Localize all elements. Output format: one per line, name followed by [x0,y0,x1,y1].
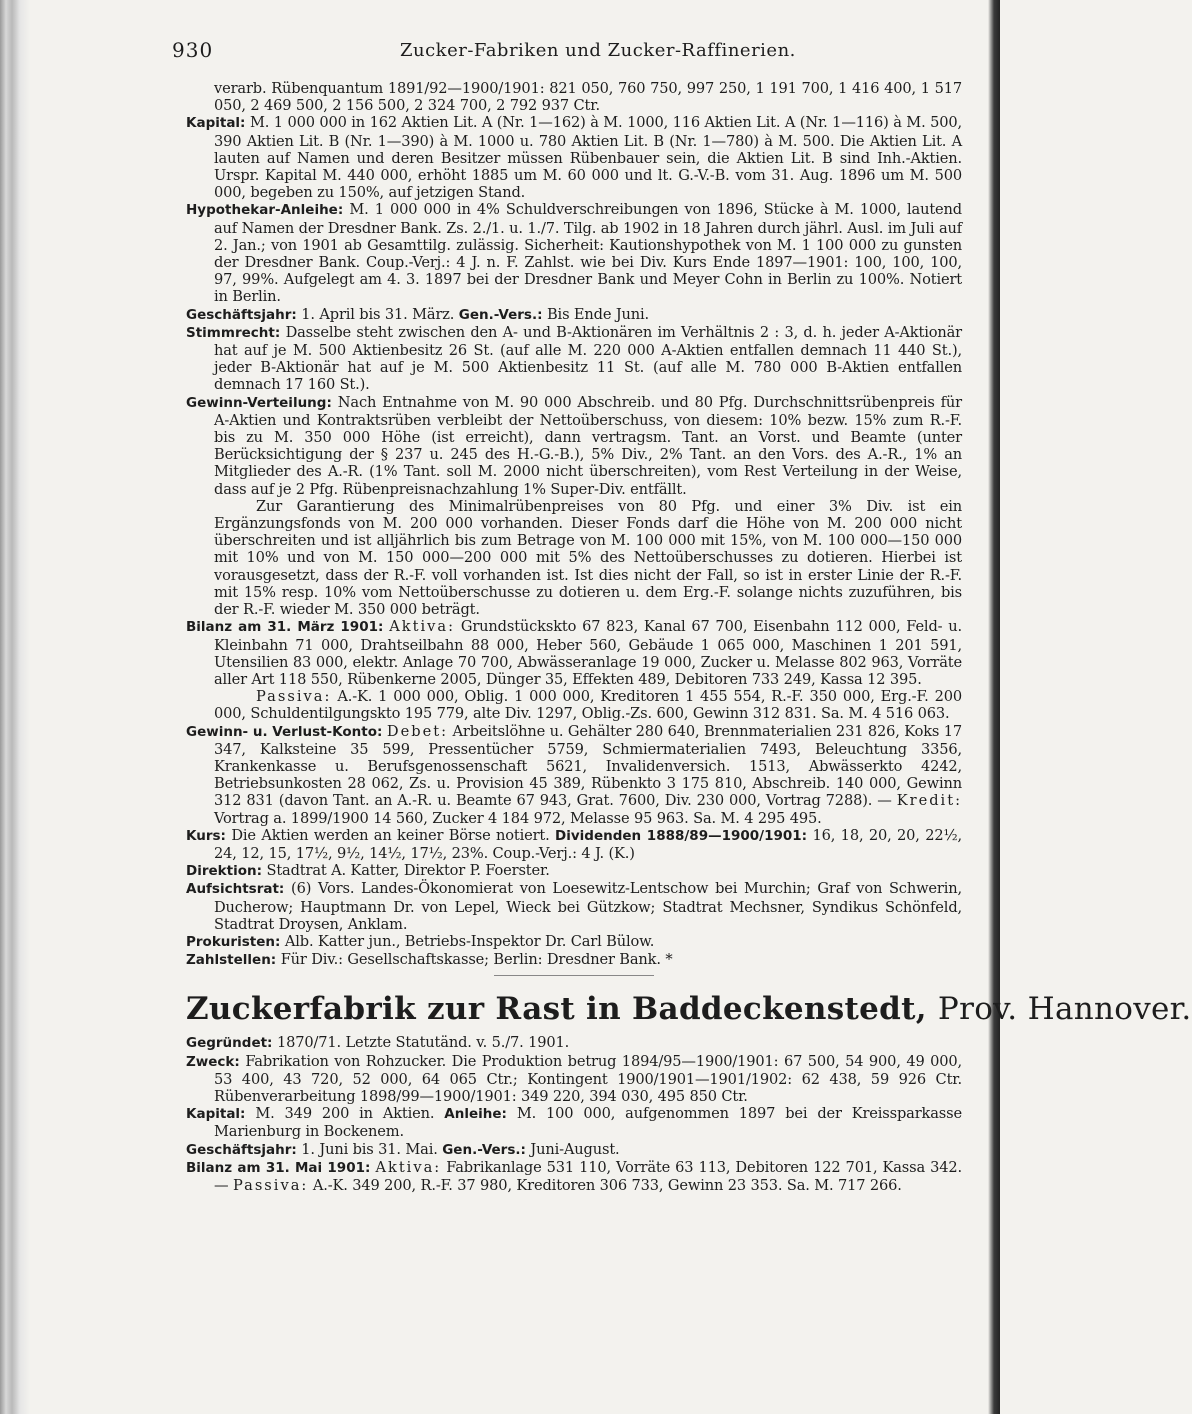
zweck-text: Fabrikation von Rohzucker. Die Produktion betrug 1894/95—1900/1901: 67 500, 54 900, 49 000, 53 400, 43 720, 52 000, 64 065 Ctr.; Kontingent 1900/1901—1901/1902: 62 438, 59 926 Ctr. Rübenverarbeitung 1898/99—1900/1901: 349 220, 394 030, 495 850 Ctr. [214,1052,962,1105]
zahlstellen-entry [186,951,962,969]
kurs-entry [186,827,962,862]
page-body [186,80,1192,1194]
prokuristen-text: Alb. Katter jun., Betriebs-Inspektor Dr. Carl Bülow. [284,932,655,950]
bilanz2-label: Bilanz am 31. Mai 1901: [186,1159,371,1176]
stimmrecht-text: Dasselbe steht zwischen den A- und B-Aktionären im Verhältnis 2 : 3, d. h. jeder A-Aktionär hat auf je M. 500 Aktienbesitz 26 St. (auf alle M. 220 000 A-Aktien entfallen demnach 11 440 St.), jeder B-Aktionär hat auf je M. 500 Aktienbesitz 11 St. (auf alle M. 780 000 B-Aktien entfallen demnach 17 160 St.). [214,323,962,394]
kapital-entry [186,114,962,201]
gewinn-verteilung-label: Gewinn-Verteilung: [186,394,332,411]
geschaeftsjahr-label: Geschäftsjahr: [186,306,297,323]
prokuristen-label: Prokuristen: [186,933,281,950]
company-province: Prov. Hannover. [937,991,1192,1028]
direktion-label: Direktion: [186,863,262,880]
kapital2-entry [186,1105,962,1140]
zahlstellen-label: Zahlstellen: [186,952,277,969]
passiva-paragraph [186,688,962,722]
direktion-text: Stadtrat A. Katter, Direktor P. Foerster. [266,862,550,880]
aktiva-label: Aktiva: [389,618,455,636]
kapital-label: Kapital: [186,115,246,132]
gegruendet-entry [186,1034,962,1052]
bilanz-entry [186,618,962,688]
genvers-text: Bis Ende Juni. [546,305,650,323]
anleihe-label: Anleihe: [444,1106,507,1123]
entry-continuation [186,80,962,114]
company-name: Zuckerfabrik zur Rast in Baddeckenstedt, [186,991,927,1028]
passiva2-text: A.-K. 349 200, R.-F. 37 980, Kreditoren 306 733, Gewinn 23 353. Sa. M. 717 266. [312,1176,902,1194]
debet-text: Arbeitslöhne u. Gehälter 280 640, Brennmaterialien 231 826, Koks 17 347, Kalksteine 35 599, Pressentücher 5759, Schmiermaterialien 7493, Beleuchtung 3356, Krankenkasse u. Berufsgenossenschaft 5621, Invalidenversich. 1513, Abwässerkto 4242, Betriebsunkosten 28 062, Zs. u. Provision 45 389, Rübenkto 3 175 810, Abschreib. 140 000, Gewinn 312 831 (davon Tant. an A.-R. u. Beamte 67 943, Grat. 7600, Div. 230 000, Vortrag 7288). — [214,722,963,810]
genvers2-text: Juni-August. [530,1140,620,1158]
gegruendet-label: Gegründet: [186,1035,273,1052]
gewinn-verteilung-entry [186,394,962,498]
gegruendet-text: 1870/71. Letzte Statutänd. v. 5./7. 1901. [276,1034,570,1052]
geschaeftsjahr-text: 1. April bis 31. März. [301,305,455,323]
garantie-text: Zur Garantierung des Minimalrübenpreises von 80 Pfg. und einer 3% Div. ist ein Ergänzungsfonds von M. 200 000 vorhanden. Dieser Fonds darf die Höhe von M. 200 000 nicht überschreiten und ist alljährlich bis zum Betrage von M. 100 000 mit 15%, von M. 100 000—150 000 mit 10% und von M. 150 000—200 000 mit 5% des Nettoüberschusses zu dotieren. Hierbei ist vorausgesetzt, dass der R.-F. voll vorhanden ist. Ist dies nicht der Fall, so ist in erster Linie der R.-F. mit 15% resp. 10% vom Nettoüberschusse zu dotieren u. dem Erg.-F. solange nichts zuzuführen, bis der R.-F. wieder M. 350 000 beträgt. [214,497,962,619]
hypothek-label: Hypothekar-Anleihe: [186,202,344,219]
kapital2-text: M. 349 200 in Aktien. [255,1105,435,1123]
prokuristen-entry [186,933,962,951]
hypothek-text: M. 1 000 000 in 4% Schuldverschreibungen von 1896, Stücke à M. 1000, lautend auf Namen der Dresdner Bank. Zs. 2./1. u. 1./7. Tilg. ab 1902 in 18 Jahren durch jährl. Ausl. im Juli auf 2. Jan.; von 1901 ab Gesamttilg. zulässig. Sicherheit: Kautionshypothek von M. 1 100 000 zu gunsten der Dresdner Bank. Coup.-Verj.: 4 J. n. F. Zahlst. wie bei Div. Kurs Ende 1897—1901: 100, 100, 100, 97, 99%. Aufgelegt am 4. 3. 1897 bei der Dresdner Bank und Meyer Cohn in Berlin zu 100%. Notiert in Berlin. [214,201,962,306]
zweck-entry [186,1053,962,1106]
scan-right-edge [988,0,1000,1414]
dividenden-label: Dividenden 1888/89—1900/1901: [555,827,808,844]
dividenden-text: 16, 18, 20, 20, 22½, 24, 12, 15, 17½, 9½, 14½, 17½, 23%. Coup.-Verj.: 4 J. (K.) [214,826,962,862]
kapital-text: M. 1 000 000 in 162 Aktien Lit. A (Nr. 1—162) à M. 1000, 116 Aktien Lit. A (Nr. 1—116) à M. 500, 390 Aktien Lit. B (Nr. 1—390) à M. 1000 u. 780 Aktien Lit. B (Nr. 1—780) à M. 500. Die Aktien Lit. A lauten auf Namen und deren Besitzer müssen Rübenbauer sein, die Aktien Lit. B sind Inh.-Aktien. Urspr. Kapital M. 440 000, erhöht 1885 um M. 60 000 und lt. G.-V.-B. vom 31. Aug. 1896 um M. 500 000, begeben zu 150%, auf jetzigen Stand. [214,114,962,202]
aktiva-text: Grundstückskto 67 823, Kanal 67 700, Eisenbahn 112 000, Feld- u. Kleinbahn 71 000, Drahtseilbahn 88 000, Heber 560, Gebäude 1 065 000, Maschinen 1 201 591, Utensilien 83 000, elektr. Anlage 70 700, Abwässeranlage 19 000, Zucker u. Melasse 802 963, Vorräte aller Art 118 550, Rübenkerne 2005, Dünger 35, Effekten 489, Debitoren 733 249, Kassa 12 395. [214,618,962,688]
aktiva2-label: Aktiva: [375,1158,442,1176]
zweck-label: Zweck: [186,1053,240,1070]
page-header [172,38,962,66]
aufsichtsrat-label: Aufsichtsrat: [186,881,285,898]
geschaeftsjahr2-text: 1. Juni bis 31. Mai. [301,1140,438,1158]
passiva2-label: Passiva: [232,1176,309,1194]
scan-left-edge [0,0,30,1414]
stimmrecht-entry [186,324,962,394]
passiva-label: Passiva: [256,688,332,706]
guv-label: Gewinn- u. Verlust-Konto: [186,723,383,740]
hypothek-entry [186,201,962,305]
page-number: 930 [172,38,214,62]
gewinn-verteilung-text: Nach Entnahme von M. 90 000 Abschreib. und 80 Pfg. Durchschnittsrübenpreis für A-Aktien und Kontraktsrüben verbleibt der Nettoüberschuss, von diesem: 10% bezw. 15% zum R.-F. bis zu M. 350 000 Höhe (ist erreicht), dann vertragsm. Tant. an Vorst. und Beamte (unter Berücksichtigung der § 237 u. 245 des H.-G.-B.), 5% Div., 2% Tant. an den Vors. des A.-R., 1% an Mitglieder des A.-R. (1% Tant. soll M. 2000 nicht überschreiten), vom Rest Verteilung in der Weise, dass auf je 2 Pfg. Rübenpreisnachzahlung 1% Super-Div. entfällt. [214,393,962,498]
passiva-text: A.-K. 1 000 000, Oblig. 1 000 000, Kreditoren 1 455 554, R.-F. 350 000, Erg.-F. 200 000, Schuldentilgungskto 195 779, alte Div. 1297, Oblig.-Zs. 600, Gewinn 312 831. Sa. M. 4 516 063. [214,688,962,723]
aktiva2-text: Fabrikanlage 531 110, Vorräte 63 113, Debitoren 122 701, Kassa 342. — [214,1158,962,1194]
bilanz-label: Bilanz am 31. März 1901: [186,619,384,636]
kredit-text: Vortrag a. 1899/1900 14 560, Zucker 4 184 972, Melasse 95 963. Sa. M. 4 295 495. [214,809,822,827]
aufsichtsrat-entry [186,880,962,933]
guv-entry [186,723,962,827]
direktion-entry [186,862,962,880]
section-divider [494,975,654,976]
geschaeftsjahr2-entry [186,1141,962,1159]
genvers2-label: Gen.-Vers.: [442,1141,526,1158]
anleihe-text: M. 100 000, aufgenommen 1897 bei der Kreissparkasse Marienburg in Bockenem. [214,1105,962,1141]
kurs-label: Kurs: [186,827,226,844]
kurs-text: Die Aktien werden an keiner Börse notiert. [231,826,550,844]
kredit-label: Kredit: [896,792,962,810]
rueben-quantum-text: verarb. Rübenquantum 1891/92—1900/1901: 821 050, 760 750, 997 250, 1 191 700, 1 416 400, 1 517 050, 2 469 500, 2 156 500, 2 324 700, 2 792 937 Ctr. [214,80,962,115]
zahlstellen-text: Für Div.: Gesellschaftskasse; Berlin: Dresdner Bank. * [280,951,673,969]
debet-label: Debet: [386,722,449,740]
aufsichtsrat-text: (6) Vors. Landes-Ökonomierat von Loesewitz-Lentschow bei Murchin; Graf von Schwerin, Ducherow; Hauptmann Dr. von Lepel, Wieck bei Gützkow; Stadtrat Mechsner, Syndikus Schönfeld, Stadtrat Droysen, Anklam. [214,880,962,933]
bilanz2-entry [186,1159,962,1194]
geschaeftsjahr-entry [186,306,962,324]
company-heading [186,990,1192,1028]
stimmrecht-label: Stimmrecht: [186,324,281,341]
genvers-label: Gen.-Vers.: [458,306,543,323]
geschaeftsjahr2-label: Geschäftsjahr: [186,1141,297,1158]
kapital2-label: Kapital: [186,1106,246,1123]
garantie-paragraph [186,498,962,618]
running-title: Zucker-Fabriken und Zucker-Raffinerien. [400,40,796,61]
